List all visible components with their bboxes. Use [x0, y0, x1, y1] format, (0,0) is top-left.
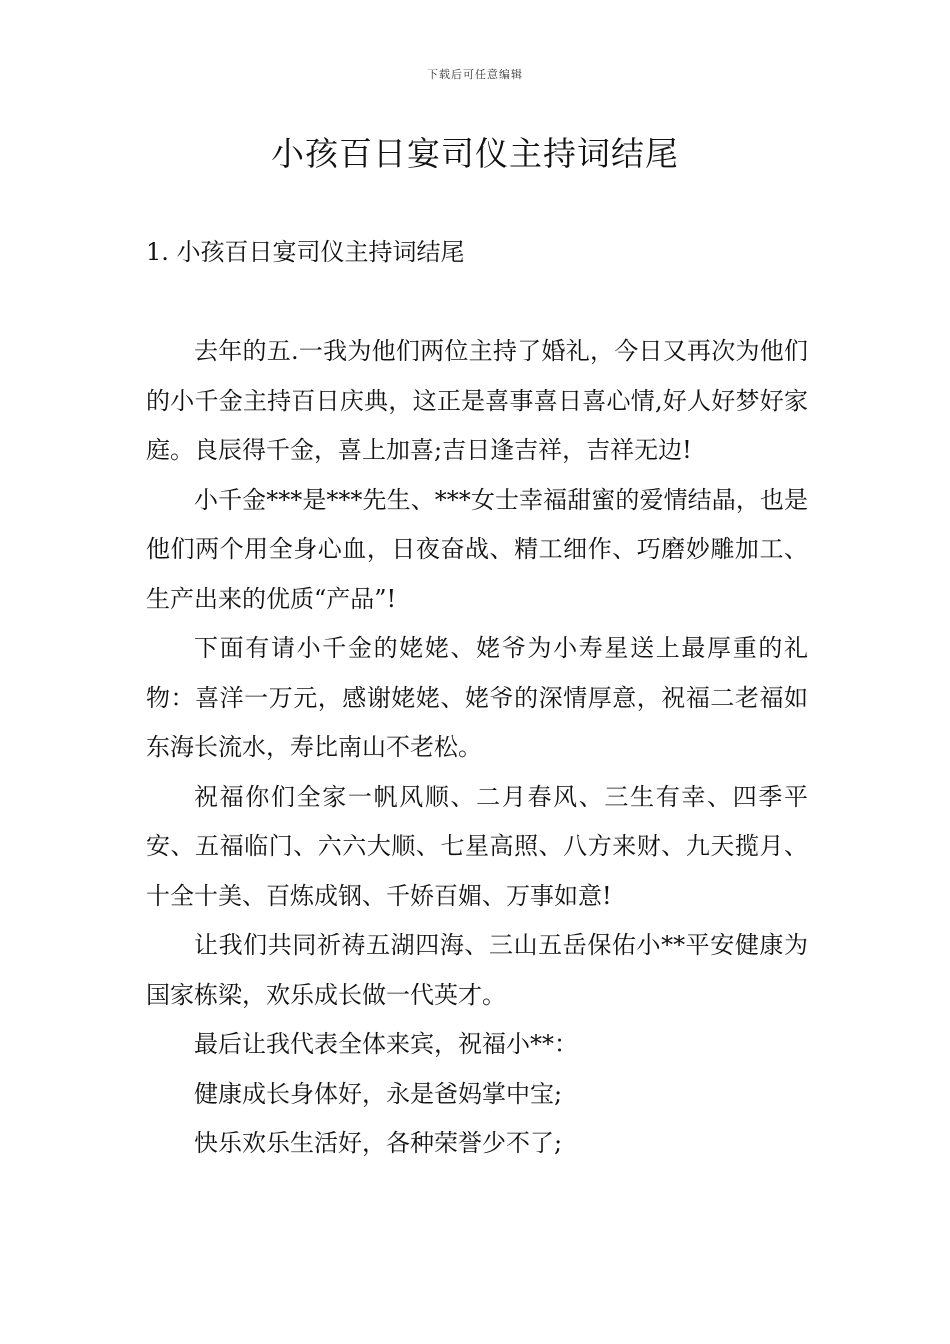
section-heading: 1. 小孩百日宴司仪主持词结尾: [146, 238, 465, 266]
paragraph-prayer: 让我们共同祈祷五湖四海、三山五岳保佑小**平安健康为国家栋梁，欢乐成长做一代英才。: [146, 931, 808, 1009]
paragraph-blessings: 祝福你们全家一帆风顺、二月春风、三生有幸、四季平安、五福临门、六六大顺、七星高照、八方来财、九天揽月、十全十美、百炼成钢、千娇百媚、万事如意!: [146, 782, 808, 910]
paragraph-intro: 去年的五.一我为他们两位主持了婚礼，今日又再次为他们的小千金主持百日庆典，这正是喜事喜日喜心情,好人好梦好家庭。良辰得千金，喜上加喜;吉日逢吉祥，吉祥无边!: [146, 337, 808, 464]
verse-line-2: 快乐欢乐生活好，各种荣誉少不了;: [194, 1129, 563, 1157]
verse-line-1: 健康成长身体好，永是爸妈掌中宝;: [194, 1079, 563, 1108]
paragraph-grandparents-gift: 下面有请小千金的姥姥、姥爷为小寿星送上最厚重的礼物：喜洋一万元，感谢姥姥、姥爷的深情厚意，祝福二老福如东海长流水，寿比南山不老松。: [146, 634, 808, 761]
paragraph-baby: 小千金***是***先生、***女士幸福甜蜜的爱情结晶，也是他们两个用全身心血，日夜奋战、精工细作、巧磨妙雕加工、生产出来的优质“产品”!: [146, 485, 808, 613]
paragraph-closing: 最后让我代表全体来宾，祝福小**：: [194, 1030, 578, 1058]
header-note: 下载后可任意编辑: [427, 68, 523, 81]
document-title: 小孩百日宴司仪主持词结尾: [271, 134, 679, 173]
document-body: [146, 327, 808, 1169]
